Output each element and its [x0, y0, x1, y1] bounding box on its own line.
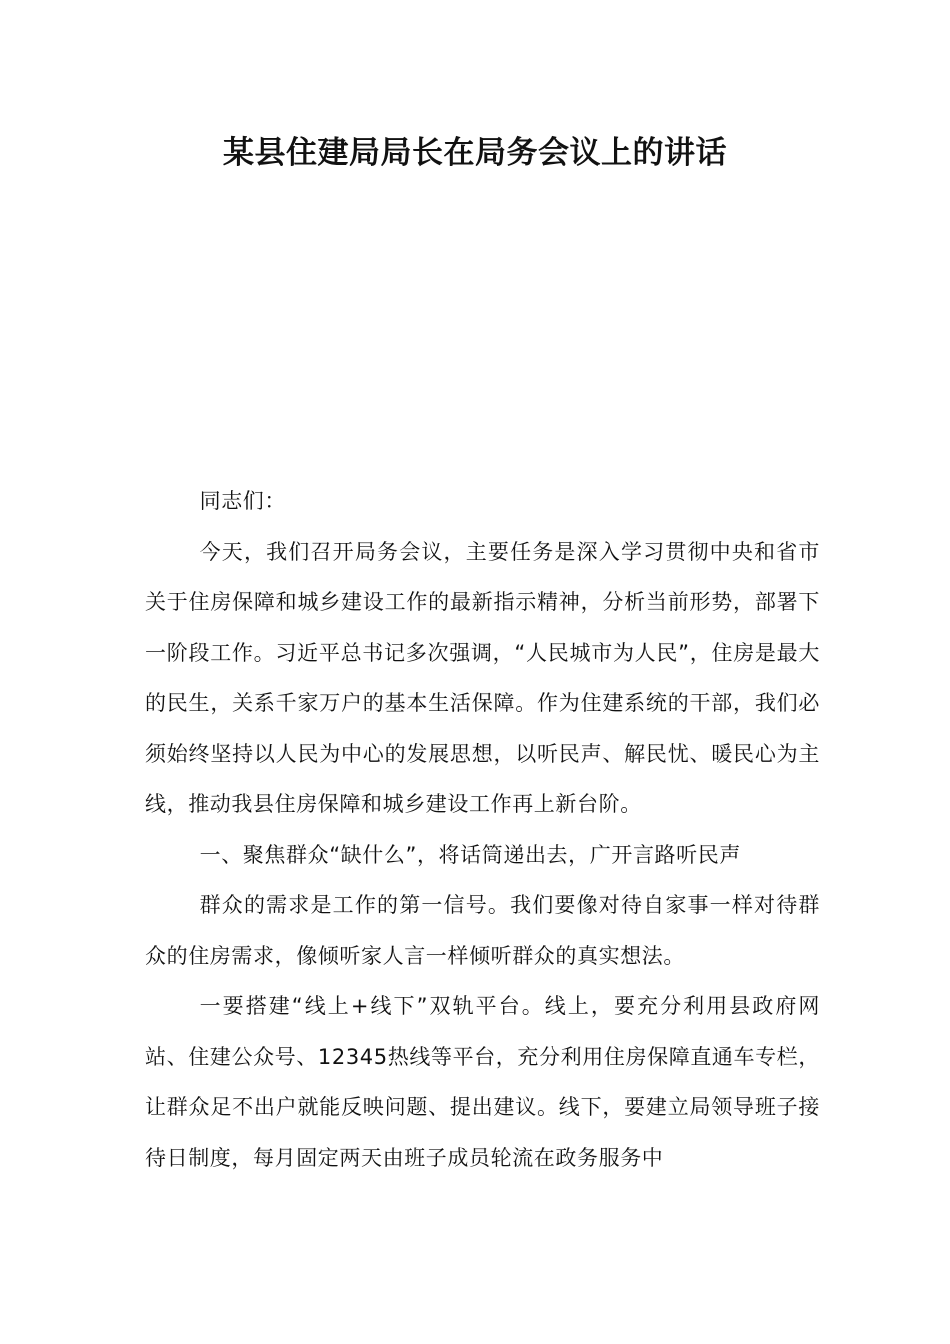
document-title: 某县住建局局长在局务会议上的讲话 — [223, 135, 727, 171]
section-heading-1: 一、聚焦群众“缺什么”，将话筒递出去，广开言路听民声 — [199, 842, 741, 867]
section-1-paragraph: 群众的需求是工作的第一信号。我们要像对待自家事一样对待群众的住房需求，像倾听家人言一样倾听群众的真实想法。 — [145, 893, 820, 968]
salutation-paragraph: 同志们： — [199, 489, 286, 513]
section-1-point-1-paragraph: 一要搭建“线上+线下”双轨平台。线上，要充分利用县政府网站、住建公众号、12345热线等平台，充分利用住房保障直通车专栏，让群众足不出户就能反映问题、提出建议。线下，要建立局领导班子接待日制度，每月固定两天由班子成员轮流在政务服务中 — [145, 994, 820, 1170]
document-body — [145, 476, 820, 1183]
intro-paragraph: 今天，我们召开局务会议，主要任务是深入学习贯彻中央和省市关于住房保障和城乡建设工作的最新指示精神，分析当前形势，部署下一阶段工作。习近平总书记多次强调，“人民城市为人民”，住房是最大的民生，关系千家万户的基本生活保障。作为住建系统的干部，我们必须始终坚持以人民为中心的发展思想，以听民声、解民忧、暖民心为主线，推动我县住房保障和城乡建设工作再上新台阶。 — [145, 539, 820, 816]
